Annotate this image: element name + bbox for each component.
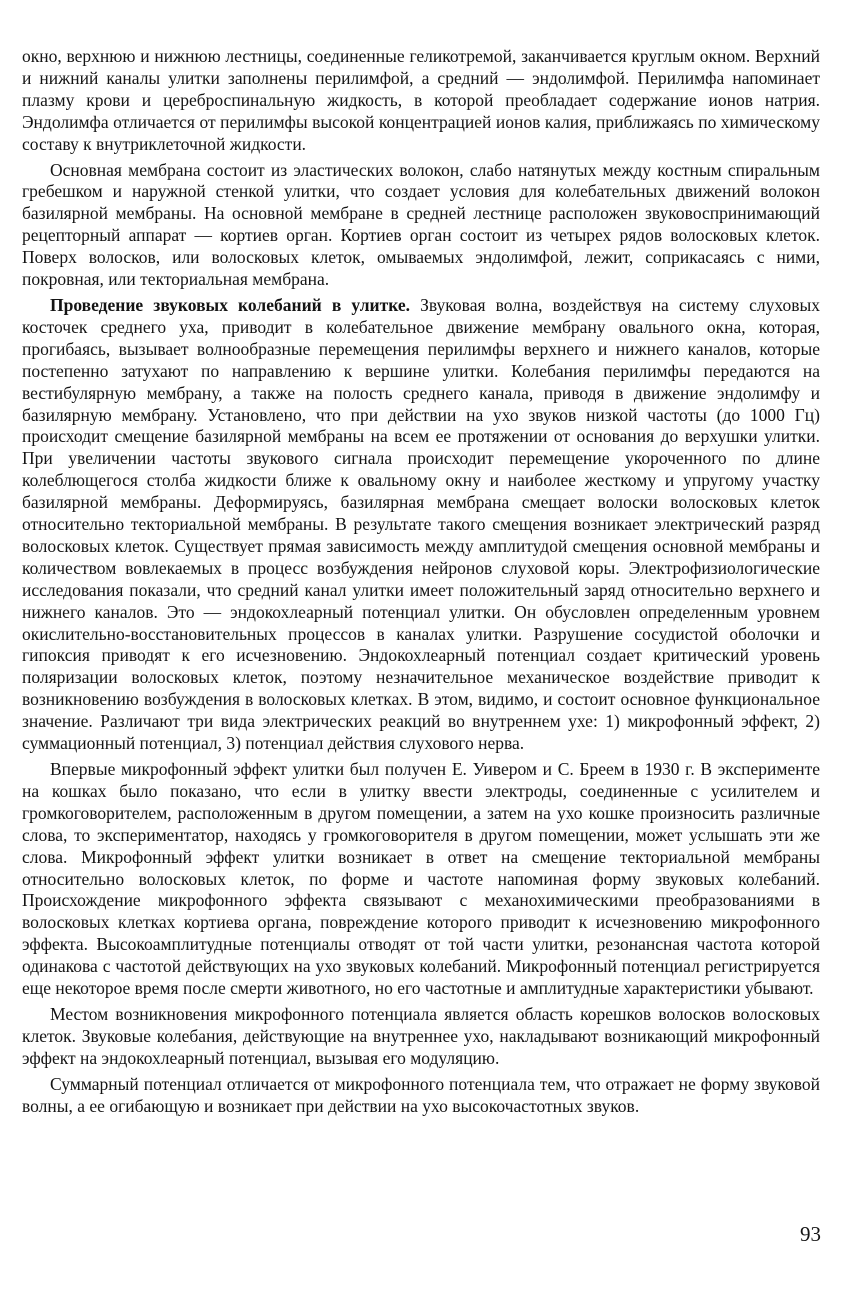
paragraph-microphonic-origin: Местом возникновения микрофонного потенциала является область корешков волосков волосковых клеток. Звуковые колебания, действующие на внутреннее ухо, накладывают возникающий микрофонный эффект на эндокохлеарный потенциал, вызывая его модуляцию. [22,1003,820,1068]
section-heading: Проведение звуковых колебаний в улитке. [50,294,411,315]
page-number: 93 [800,1222,821,1246]
paragraph-summating-potential: Суммарный потенциал отличается от микрофонного потенциала тем, что отражает не форму звуковой волны, а ее огибающую и возникает при действии на ухо высокочастотных звуков. [22,1073,820,1116]
paragraph-basilar-membrane: Основная мембрана состоит из эластических волокон, слабо натянутых между костным спиральным гребешком и наружной стенкой улитки, что создает условия для колебательных движений волокон базилярной мембраны. На основной мембране в средней лестнице расположен звуковоспринимающий рецепторный аппарат — кортиев орган. Кортиев орган состоит из четырех рядов волосковых клеток. Поверх волосков, или волосковых клеток, омываемых эндолимфой, лежит, соприкасаясь с ними, покровная, или текториальная мембрана. [22,159,820,290]
page-body [22,46,820,1118]
paragraph-sound-conduction [22,295,820,755]
paragraph-microphonic-effect: Впервые микрофонный эффект улитки был получен Е. Уивером и С. Бреем в 1930 г. В эксперименте на кошках было показано, что если в улитку ввести электроды, соединенные с усилителем и громкоговорителем, расположенным в другом помещении, а затем на ухо кошке произносить различные слова, то экспериментатор, находясь у громкоговорителя в другом помещении, может услышать эти же слова. Микрофонный эффект улитки возникает в ответ на смещение текториальной мембраны относительно волосковых клеток, по форме и частоте напоминая форму звуковых колебаний. Происхождение микрофонного эффекта связывают с механохимическими преобразованиями в волосковых клетках кортиева органа, повреждение которого приводит к исчезновению микрофонного эффекта. Высокоамплитудные потенциалы отводят от той части улитки, резонансная частота которой одинакова с частотой действующих на ухо звуковых колебаний. Микрофонный потенциал регистрируется еще некоторое время после смерти животного, но его частотные и амплитудные характеристики убывают. [22,759,820,999]
paragraph-sound-conduction-text: Звуковая волна, воздействуя на систему слуховых косточек среднего уха, приводит в колебательное движение мембрану овального окна, которая, прогибаясь, вызывает волнообразные перемещения перилимфы верхнего и нижнего каналов, которые постепенно затухают по направлению к вершине улитки. Колебания перилимфы передаются на вестибулярную мембрану, а также на полость среднего канала, приводя в движение эндолимфу и базилярную мембрану. Установлено, что при действии на ухо звуков низкой частоты (до 1000 Гц) происходит смещение базилярной мембраны на всем ее протяжении от основания до верхушки улитки. При увеличении частоты звукового сигнала происходит перемещение укороченного по длине колеблющегося столба жидкости ближе к овальному окну и наиболее жесткому и упругому участку базилярной мембраны. Деформируясь, базилярная мембрана смещает волоски волосковых клеток относительно текториальной мембраны. В результате такого смещения возникает электрический разряд волосковых клеток. Существует прямая зависимость между амплитудой смещения основной мембраны и количеством вовлекаемых в процесс возбуждения нейронов слуховой коры. Электрофизиологические исследования показали, что средний канал улитки имеет положительный заряд относительно верхнего и нижнего каналов. Это — эндокохлеарный потенциал улитки. Он обусловлен определенным уровнем окислительно-восстановительных процессов в каналах улитки. Разрушение сосудистой оболочки и гипоксия приводят к его исчезновению. Эндокохлеарный потенциал создает критический уровень поляризации волосковых клеток, поэтому незначительное механическое воздействие приводит к возникновению возбуждения в волосковых клетках. В этом, видимо, и состоит основное функциональное значение. Различают три вида электрических реакций во внутреннем ухе: 1) микрофонный эффект, 2) суммационный потенциал, 3) потенциал действия слухового нерва. [22,294,820,754]
paragraph-perilymph-endolymph: окно, верхнюю и нижнюю лестницы, соединенные геликотремой, заканчивается круглым окном. Верхний и нижний каналы улитки заполнены перилимфой, а средний — эндолимфой. Перилимфа напоминает плазму крови и цереброспинальную жидкость, в которой преобладает содержание ионов натрия. Эндолимфа отличается от перилимфы высокой концентрацией ионов калия, приближаясь по химическому составу к внутриклеточной жидкости. [22,46,820,154]
